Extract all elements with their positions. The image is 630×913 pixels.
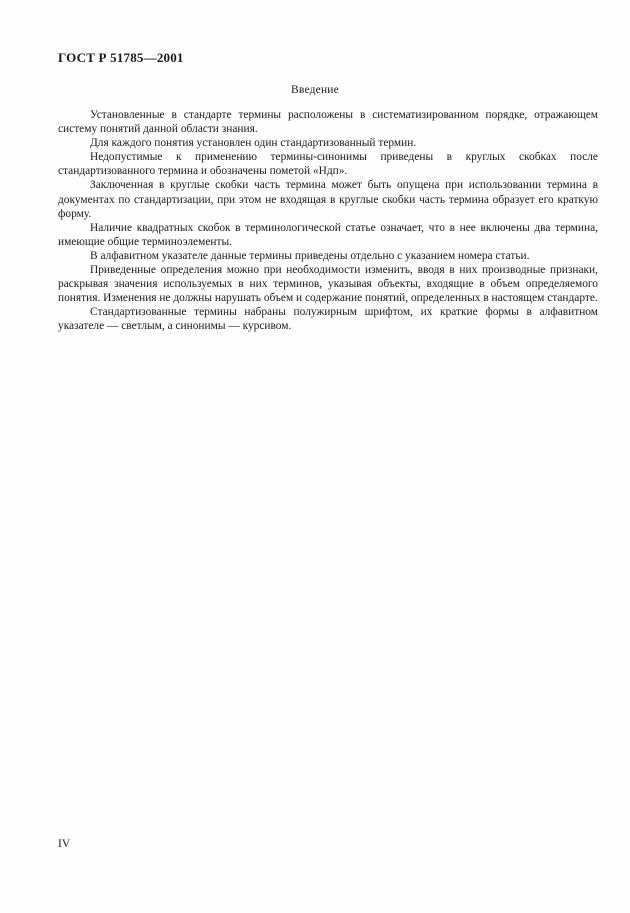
paragraph-1: Установленные в стандарте термины расположены в систематизированном порядке, отражающем систему понятий данной области знания. bbox=[58, 109, 598, 136]
paragraph-7: Приведенные определения можно при необходимости изменить, вводя в них производные признаки, раскрывая значения используемых в них терминов, указывая объекты, входящие в объем определяемого понятия. Изменения не должны нарушать объем и содержание понятий, определенных в настоящем стандарте. bbox=[58, 264, 598, 305]
paragraph-8: Стандартизованные термины набраны полужирным шрифтом, их краткие формы в алфавитном указателе — светлым, а синонимы — курсивом. bbox=[58, 306, 598, 333]
paragraph-2: Для каждого понятия установлен один стандартизованный термин. bbox=[90, 137, 417, 150]
page-number: IV bbox=[58, 838, 71, 850]
paragraph-4: Заключенная в круглые скобки часть термина может быть опущена при использовании термина в документах по стандартизации, при этом не входящая в круглые скобки часть термина образует его краткую форму. bbox=[58, 179, 598, 220]
paragraph-3: Недопустимые к применению термины-синонимы приведены в круглых скобках после стандартизованного термина и обозначены пометой «Ндп». bbox=[58, 151, 598, 178]
paragraph-6: В алфавитном указателе данные термины приведены отдельно с указанием номера статьи. bbox=[90, 249, 530, 262]
paragraph-5: Наличие квадратных скобок в терминологической статье означает, что в нее включены два термина, имеющие общие терминоэлементы. bbox=[58, 221, 598, 248]
section-title: Введение bbox=[291, 84, 339, 96]
document-code-header: ГОСТ Р 51785—2001 bbox=[58, 50, 184, 65]
introduction-body bbox=[58, 108, 598, 334]
